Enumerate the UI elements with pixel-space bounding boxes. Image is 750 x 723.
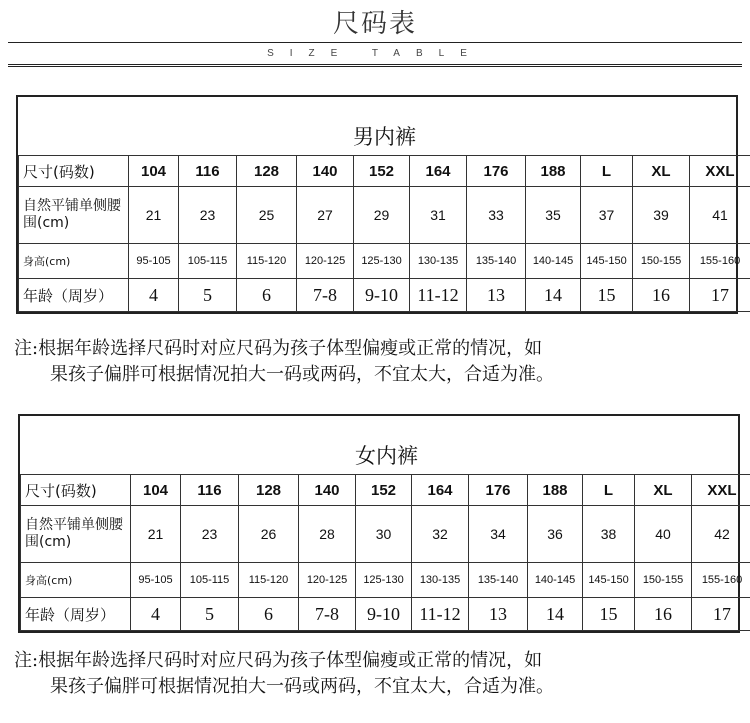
waist-cell: 34 bbox=[469, 506, 528, 563]
size-label: 尺寸(码数) bbox=[19, 156, 129, 187]
waist-row bbox=[19, 187, 750, 244]
age-cell: 7-8 bbox=[297, 279, 354, 312]
note-line-2: 果孩子偏胖可根据情况拍大一码或两码，不宜太大，合适为准。 bbox=[50, 676, 554, 697]
height-cell: 105-115 bbox=[181, 563, 239, 598]
height-cell: 115-120 bbox=[239, 563, 299, 598]
waist-cell: 32 bbox=[412, 506, 469, 563]
size-cell: XL bbox=[633, 156, 690, 187]
size-row bbox=[19, 156, 750, 187]
age-cell: 4 bbox=[131, 598, 181, 631]
height-cell: 150-155 bbox=[635, 563, 692, 598]
age-cell: 5 bbox=[181, 598, 239, 631]
note-prefix: 注: bbox=[14, 650, 39, 671]
size-cell: L bbox=[583, 475, 635, 506]
table-title bbox=[19, 97, 750, 156]
age-cell: 7-8 bbox=[299, 598, 356, 631]
age-cell: 11-12 bbox=[412, 598, 469, 631]
table-title-row bbox=[21, 416, 750, 475]
size-cell: 152 bbox=[356, 475, 412, 506]
waist-cell: 21 bbox=[131, 506, 181, 563]
age-label: 年龄（周岁） bbox=[21, 598, 131, 631]
height-cell: 95-105 bbox=[131, 563, 181, 598]
height-cell: 120-125 bbox=[297, 244, 354, 279]
age-cell: 6 bbox=[237, 279, 297, 312]
waist-cell: 29 bbox=[354, 187, 410, 244]
age-cell: 14 bbox=[526, 279, 581, 312]
height-cell: 140-145 bbox=[528, 563, 583, 598]
size-cell: 164 bbox=[410, 156, 467, 187]
size-row bbox=[21, 475, 750, 506]
age-cell: 15 bbox=[583, 598, 635, 631]
waist-label: 自然平铺单侧腰围(cm) bbox=[21, 506, 131, 563]
size-cell: 116 bbox=[179, 156, 237, 187]
waist-cell: 31 bbox=[410, 187, 467, 244]
height-cell: 130-135 bbox=[410, 244, 467, 279]
height-cell: 140-145 bbox=[526, 244, 581, 279]
note-line-2: 果孩子偏胖可根据情况拍大一码或两码，不宜太大，合适为准。 bbox=[50, 364, 554, 385]
age-cell: 9-10 bbox=[356, 598, 412, 631]
mens-size-table bbox=[16, 95, 741, 314]
waist-cell: 36 bbox=[528, 506, 583, 563]
height-cell: 120-125 bbox=[299, 563, 356, 598]
height-cell: 105-115 bbox=[179, 244, 237, 279]
size-cell: 104 bbox=[131, 475, 181, 506]
age-cell: 16 bbox=[633, 279, 690, 312]
size-cell: 176 bbox=[467, 156, 526, 187]
waist-cell: 39 bbox=[633, 187, 690, 244]
height-cell: 145-150 bbox=[581, 244, 633, 279]
age-cell: 16 bbox=[635, 598, 692, 631]
age-cell: 5 bbox=[179, 279, 237, 312]
note-line-1: 根据年龄选择尺码时对应尺码为孩子体型偏瘦或正常的情况，如 bbox=[38, 650, 543, 671]
size-cell: XXL bbox=[690, 156, 750, 187]
age-cell: 15 bbox=[581, 279, 633, 312]
waist-cell: 33 bbox=[467, 187, 526, 244]
age-cell: 4 bbox=[129, 279, 179, 312]
size-grid bbox=[18, 97, 750, 312]
waist-cell: 40 bbox=[635, 506, 692, 563]
size-cell: 140 bbox=[299, 475, 356, 506]
waist-cell: 25 bbox=[237, 187, 297, 244]
size-label: 尺寸(码数) bbox=[21, 475, 131, 506]
waist-cell: 27 bbox=[297, 187, 354, 244]
waist-cell: 21 bbox=[129, 187, 179, 244]
height-cell: 95-105 bbox=[129, 244, 179, 279]
age-cell: 14 bbox=[528, 598, 583, 631]
waist-cell: 38 bbox=[583, 506, 635, 563]
age-cell: 6 bbox=[239, 598, 299, 631]
waist-cell: 42 bbox=[692, 506, 750, 563]
size-cell: XL bbox=[635, 475, 692, 506]
height-cell: 145-150 bbox=[583, 563, 635, 598]
size-cell: XXL bbox=[692, 475, 750, 506]
height-cell: 125-130 bbox=[354, 244, 410, 279]
waist-cell: 37 bbox=[581, 187, 633, 244]
title-double-rule bbox=[8, 64, 742, 69]
waist-cell: 26 bbox=[239, 506, 299, 563]
page-subtitle: SIZE TABLE bbox=[267, 48, 483, 59]
size-cell: 164 bbox=[412, 475, 469, 506]
womens-size-table bbox=[18, 414, 743, 633]
table-title-row bbox=[19, 97, 750, 156]
note-prefix: 注: bbox=[14, 338, 39, 359]
height-row bbox=[19, 244, 750, 279]
size-cell: 188 bbox=[528, 475, 583, 506]
title-rule bbox=[8, 42, 742, 43]
size-cell: 188 bbox=[526, 156, 581, 187]
age-cell: 13 bbox=[467, 279, 526, 312]
age-cell: 13 bbox=[469, 598, 528, 631]
table-title bbox=[21, 416, 750, 475]
size-cell: L bbox=[581, 156, 633, 187]
waist-cell: 41 bbox=[690, 187, 750, 244]
height-cell: 115-120 bbox=[237, 244, 297, 279]
height-cell: 150-155 bbox=[633, 244, 690, 279]
size-cell: 140 bbox=[297, 156, 354, 187]
waist-cell: 23 bbox=[179, 187, 237, 244]
waist-label: 自然平铺单侧腰围(cm) bbox=[19, 187, 129, 244]
height-row bbox=[21, 563, 750, 598]
size-grid bbox=[20, 416, 750, 631]
waist-cell: 35 bbox=[526, 187, 581, 244]
age-cell: 17 bbox=[690, 279, 750, 312]
note-line-1: 根据年龄选择尺码时对应尺码为孩子体型偏瘦或正常的情况，如 bbox=[38, 338, 543, 359]
mens-size-note bbox=[14, 336, 744, 388]
age-cell: 11-12 bbox=[410, 279, 467, 312]
waist-cell: 30 bbox=[356, 506, 412, 563]
age-row bbox=[21, 598, 750, 631]
table-title-text: 男内裤 bbox=[353, 125, 416, 149]
waist-cell: 23 bbox=[181, 506, 239, 563]
page-title: 尺码表 bbox=[332, 8, 417, 38]
height-cell: 135-140 bbox=[467, 244, 526, 279]
size-cell: 128 bbox=[239, 475, 299, 506]
height-cell: 155-160 bbox=[692, 563, 750, 598]
age-cell: 9-10 bbox=[354, 279, 410, 312]
waist-row bbox=[21, 506, 750, 563]
height-cell: 155-160 bbox=[690, 244, 750, 279]
size-cell: 104 bbox=[129, 156, 179, 187]
age-cell: 17 bbox=[692, 598, 750, 631]
table-title-text: 女内裤 bbox=[355, 444, 418, 468]
age-label: 年龄（周岁） bbox=[19, 279, 129, 312]
waist-cell: 28 bbox=[299, 506, 356, 563]
size-cell: 176 bbox=[469, 475, 528, 506]
size-cell: 128 bbox=[237, 156, 297, 187]
height-cell: 125-130 bbox=[356, 563, 412, 598]
height-label: 身高(cm) bbox=[19, 244, 129, 279]
height-cell: 130-135 bbox=[412, 563, 469, 598]
height-label: 身高(cm) bbox=[21, 563, 131, 598]
height-cell: 135-140 bbox=[469, 563, 528, 598]
womens-size-note bbox=[14, 648, 744, 700]
size-cell: 116 bbox=[181, 475, 239, 506]
size-cell: 152 bbox=[354, 156, 410, 187]
age-row bbox=[19, 279, 750, 312]
